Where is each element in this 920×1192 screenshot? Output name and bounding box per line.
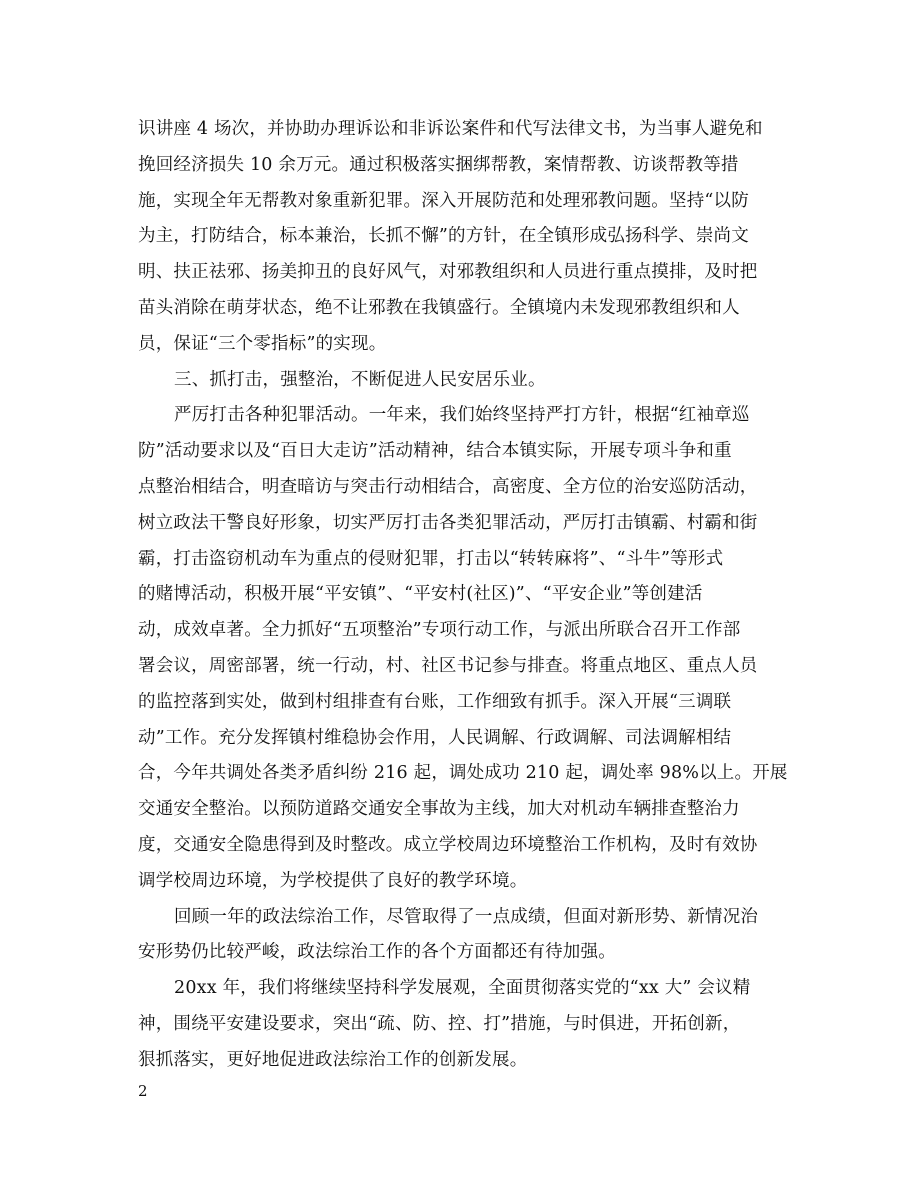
text-line: 神，围绕平安建设要求，突出“疏、防、控、打”措施，与时俱进，开拓创新， — [138, 1013, 741, 1034]
text-line: 员，保证“三个零指标”的实现。 — [138, 333, 387, 354]
text-line: 为主，打防结合，标本兼治，长抓不懈”的方针，在全镇形成弘扬科学、崇尚文 — [138, 226, 749, 247]
text-line: 回顾一年的政法综治工作，尽管取得了一点成绩，但面对新形势、新情况治 — [174, 906, 759, 927]
text-line: 动”工作。充分发挥镇村维稳协会作用，人民调解、行政调解、司法调解相结 — [138, 727, 732, 748]
text-line: 动，成效卓著。全力抓好“五项整治”专项行动工作，与派出所联合召开工作部 — [138, 620, 741, 641]
text-line: 严厉打击各种犯罪活动。一年来，我们始终坚持严打方针，根据“红袖章巡 — [174, 405, 750, 426]
text-line: 调学校周边环境，为学校提供了良好的教学环境。 — [138, 870, 528, 891]
text-line: 的监控落到实处，做到村组排查有台账，工作细致有抓手。深入开展“三调联 — [138, 691, 732, 712]
text-line: 霸，打击盗窃机动车为重点的侵财犯罪，打击以“转转麻将”、“斗牛”等形式 — [138, 548, 724, 569]
text-line: 三、抓打击，强整治，不断促进人民安居乐业。 — [174, 369, 546, 390]
text-line: 度，交通安全隐患得到及时整改。成立学校周边环境整治工作机构，及时有效协 — [138, 834, 758, 855]
text-line: 点整治相结合，明查暗访与突击行动相结合，高密度、全方位的治安巡防活动， — [138, 476, 758, 497]
text-line: 明、扶正祛邪、扬美抑丑的良好风气，对邪教组织和人员进行重点摸排，及时把 — [138, 262, 758, 283]
text-line: 树立政法干警良好形象，切实严厉打击各类犯罪活动，严厉打击镇霸、村霸和街 — [138, 512, 758, 533]
text-line: 识讲座 4 场次，并协助办理诉讼和非诉讼案件和代写法律文书，为当事人避免和 — [138, 119, 763, 139]
text-line: 安形势仍比较严峻，政法综治工作的各个方面都还有待加强。 — [138, 942, 616, 963]
text-line: 苗头消除在萌芽状态，绝不让邪教在我镇盛行。全镇境内未发现邪教组织和人 — [138, 297, 740, 318]
text-line: 的赌博活动，积极开展“平安镇”、“平安村(社区)”、“平安企业”等创建活 — [138, 584, 703, 605]
text-line: 挽回经济损失 10 余万元。通过积极落实捆绑帮教，案情帮教、访谈帮教等措 — [138, 154, 739, 175]
text-line: 狠抓落实，更好地促进政法综治工作的创新发展。 — [138, 1049, 528, 1070]
text-line: 署会议，周密部署，统一行动，村、社区书记参与排查。将重点地区、重点人员 — [138, 655, 758, 676]
page-number: 2 — [138, 1082, 148, 1100]
text-line: 施，实现全年无帮教对象重新犯罪。深入开展防范和处理邪教问题。坚持“以防 — [138, 190, 749, 211]
document-body — [138, 112, 788, 1079]
text-line: 交通安全整治。以预防道路交通安全事故为主线，加大对机动车辆排查整治力 — [138, 799, 740, 820]
text-line: 防”活动要求以及“百日大走访”活动精神，结合本镇实际，开展专项斗争和重 — [138, 441, 732, 462]
text-line: 20xx 年，我们将继续坚持科学发展观，全面贯彻落实党的“xx 大” 会议精 — [174, 978, 751, 999]
text-line: 合，今年共调处各类矛盾纠纷 216 起，调处成功 210 起，调处率 98%以上。开展 — [138, 763, 788, 784]
